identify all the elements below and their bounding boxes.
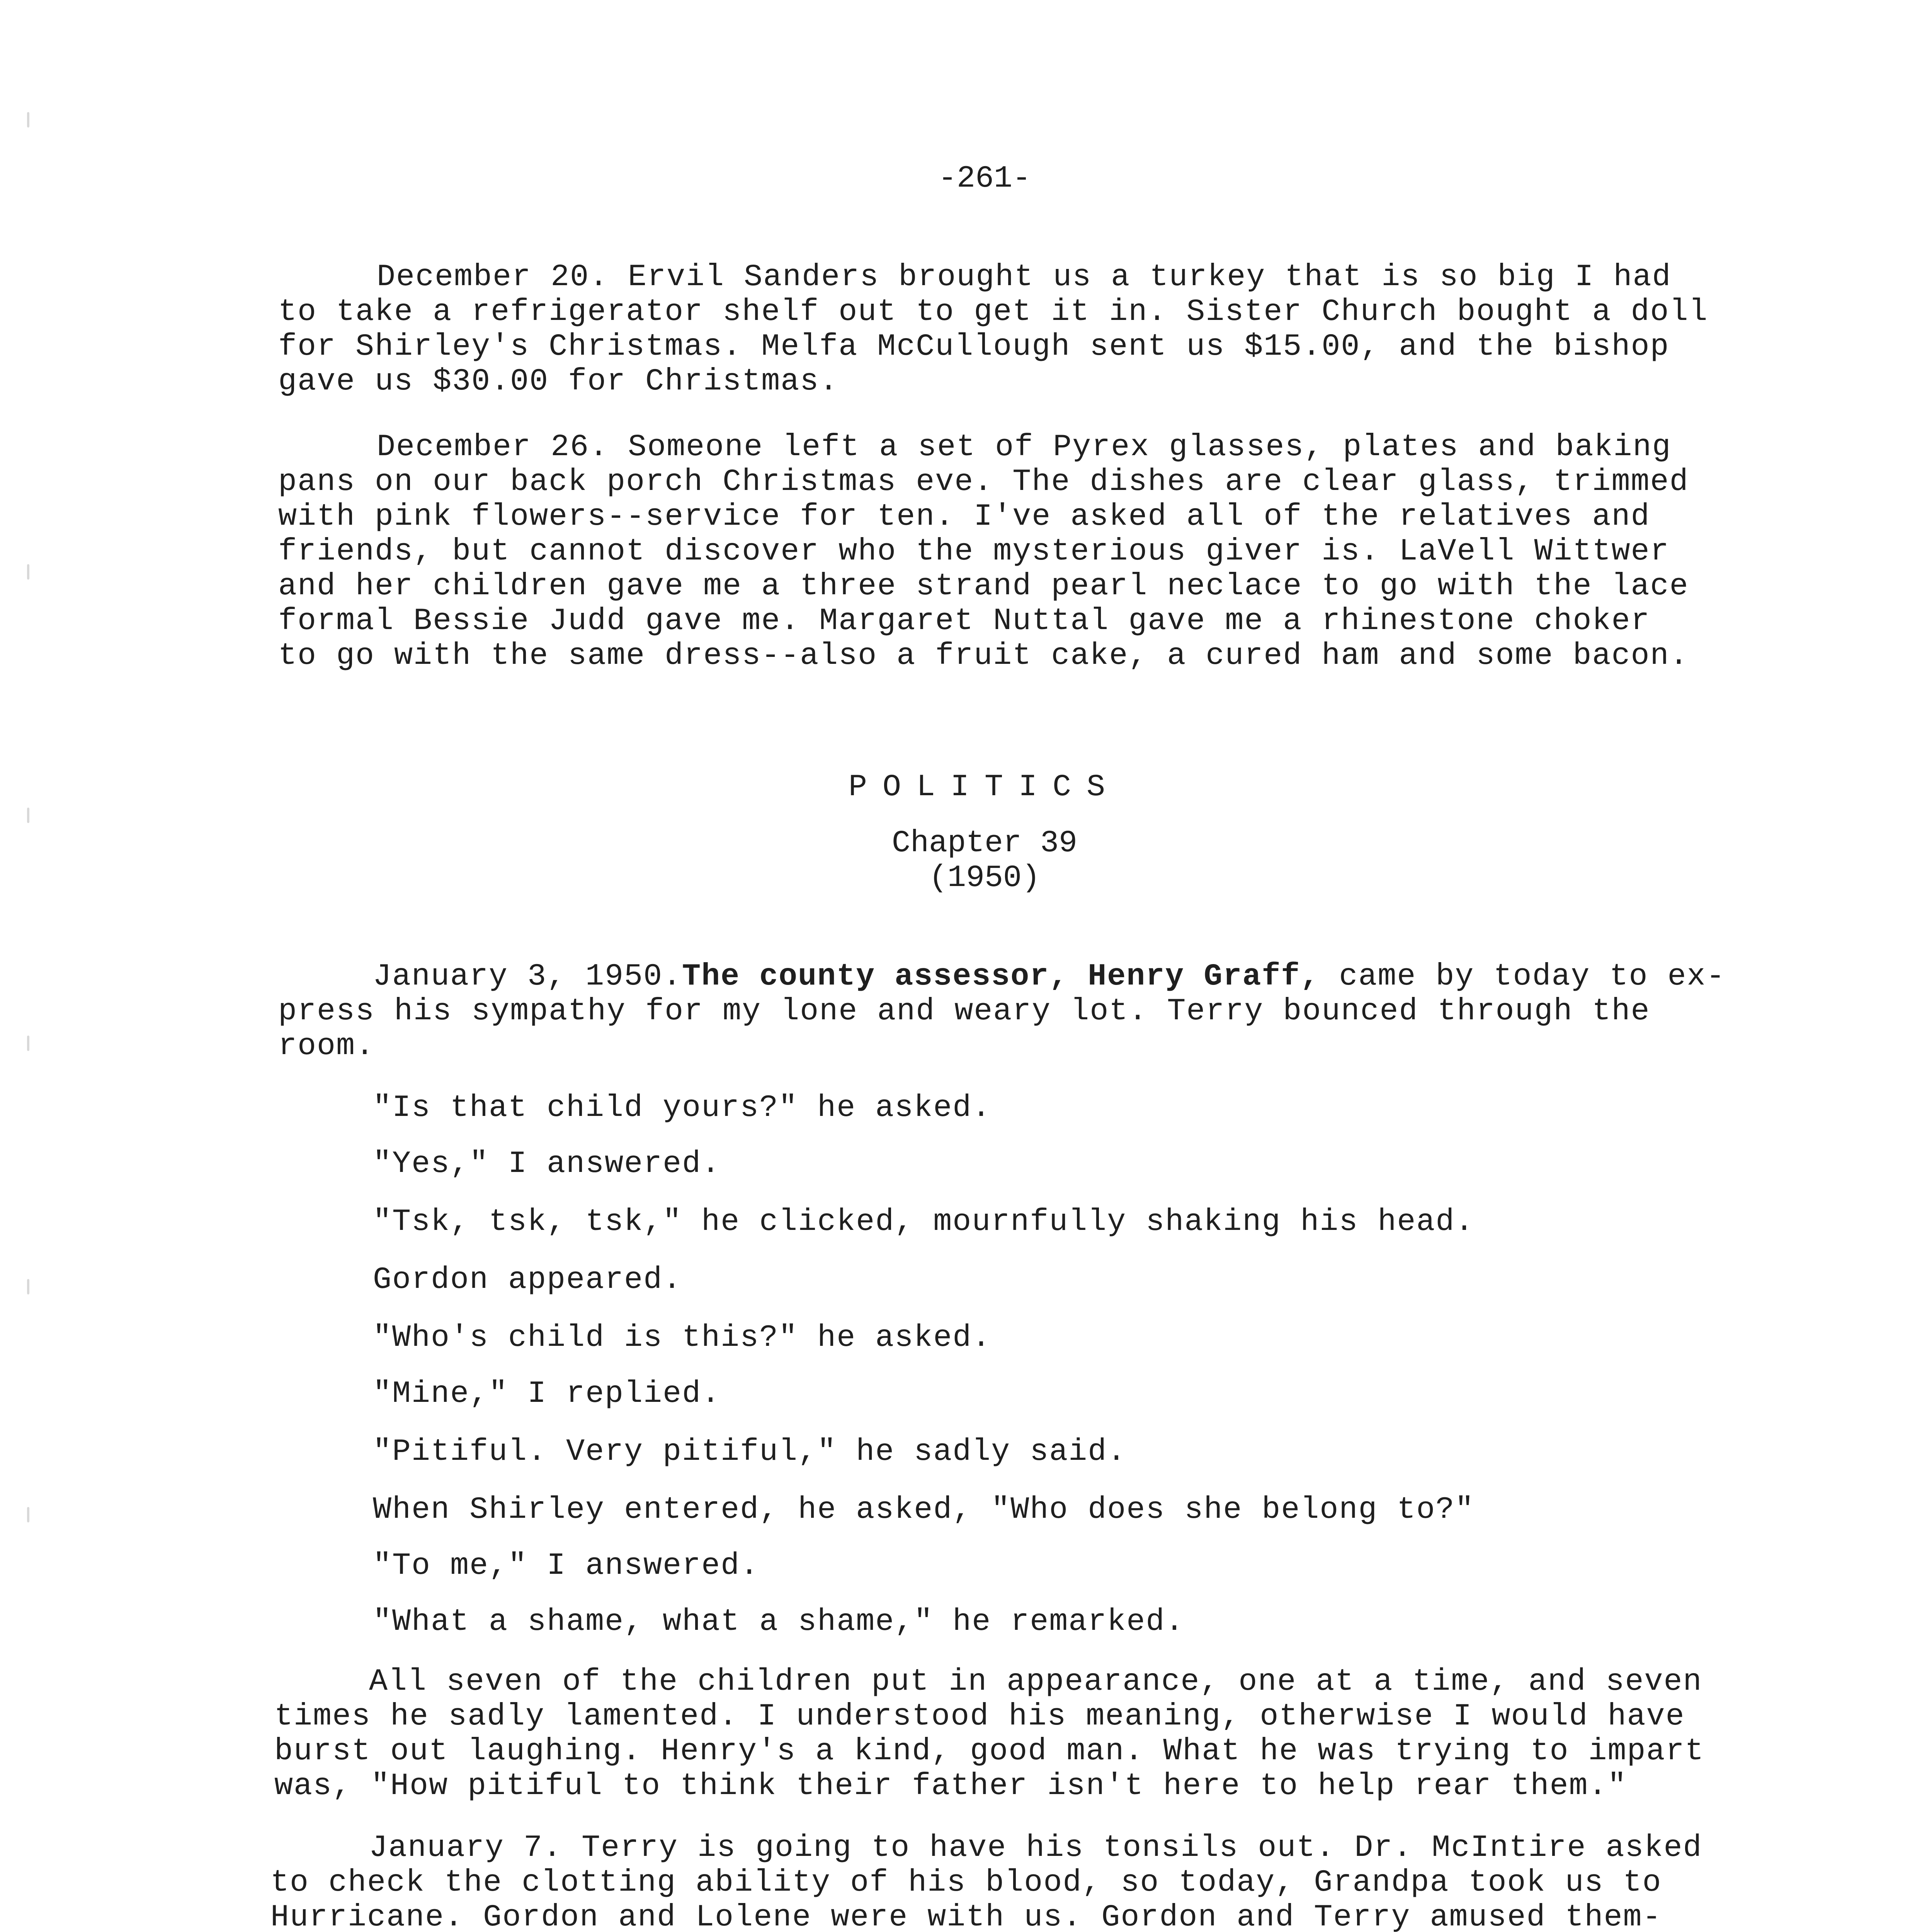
entry-date: January 3, 1950. <box>373 959 682 994</box>
text-fragment: came by today to ex- <box>1320 959 1726 994</box>
text-line: January 7. Terry is going to have his tonsils out. Dr. McIntire asked <box>369 1830 1702 1866</box>
margin-mark <box>27 1279 29 1294</box>
text-line: "To me," I answered. <box>373 1548 760 1583</box>
text-line: friends, but cannot discover who the mysterious giver is. LaVell Wittwer <box>278 534 1670 569</box>
text-line: Hurricane. Gordon and Lolene were with us. Gordon and Terry amused them- <box>270 1900 1662 1932</box>
text-line: Gordon appeared. <box>373 1262 682 1298</box>
text-line: All seven of the children put in appearance, one at a time, and seven <box>369 1664 1702 1699</box>
page-number: -261- <box>938 161 1031 196</box>
text-line: and her children gave me a three strand pearl neclace to go with the lace <box>278 569 1689 604</box>
text-line: times he sadly lamented. I understood his meaning, otherwise I would have <box>274 1699 1685 1734</box>
text-line: "Tsk, tsk, tsk," he clicked, mournfully shaking his head. <box>373 1204 1475 1240</box>
text-line: room. <box>278 1029 375 1064</box>
chapter-title: POLITICS <box>848 770 1121 805</box>
text-line: "Is that child yours?" he asked. <box>373 1090 992 1126</box>
chapter-number: Chapter 39 <box>891 826 1078 861</box>
text-line: gave us $30.00 for Christmas. <box>278 364 839 399</box>
text-line: "Pitiful. Very pitiful," he sadly said. <box>373 1434 1127 1469</box>
text-line <box>373 958 1726 995</box>
margin-mark <box>27 808 29 823</box>
chapter-year: (1950) <box>929 861 1041 896</box>
margin-mark <box>27 1507 29 1522</box>
text-line: December 26. Someone left a set of Pyrex glasses, plates and baking <box>377 430 1672 465</box>
text-line: "Who's child is this?" he asked. <box>373 1320 992 1355</box>
text-line: was, "How pitiful to think their father isn't here to help rear them." <box>274 1769 1627 1804</box>
margin-mark <box>27 1036 29 1051</box>
text-line: When Shirley entered, he asked, "Who does she belong to?" <box>373 1492 1475 1527</box>
text-line: to take a refrigerator shelf out to get it in. Sister Church bought a doll <box>278 294 1708 330</box>
bold-phrase: The county assessor, Henry Graff, <box>682 959 1320 994</box>
text-line: pans on our back porch Christmas eve. The dishes are clear glass, trimmed <box>278 464 1689 500</box>
text-line: "Mine," I replied. <box>373 1376 721 1412</box>
text-line: with pink flowers--service for ten. I've asked all of the relatives and <box>278 499 1650 534</box>
text-line: December 20. Ervil Sanders brought us a turkey that is so big I had <box>377 260 1672 295</box>
margin-mark <box>27 564 29 580</box>
text-line: "Yes," I answered. <box>373 1146 721 1182</box>
text-line: for Shirley's Christmas. Melfa McCullough sent us $15.00, and the bishop <box>278 329 1670 364</box>
text-line: to go with the same dress--also a fruit cake, a cured ham and some bacon. <box>278 638 1689 673</box>
text-line: "What a shame, what a shame," he remarked. <box>373 1604 1185 1639</box>
text-line: to check the clotting ability of his blood, so today, Grandpa took us to <box>270 1865 1662 1900</box>
text-line: formal Bessie Judd gave me. Margaret Nuttal gave me a rhinestone choker <box>278 604 1650 639</box>
text-line: burst out laughing. Henry's a kind, good man. What he was trying to impart <box>274 1734 1704 1769</box>
margin-mark <box>27 112 29 128</box>
text-line: press his sympathy for my lone and weary lot. Terry bounced through the <box>278 994 1650 1029</box>
